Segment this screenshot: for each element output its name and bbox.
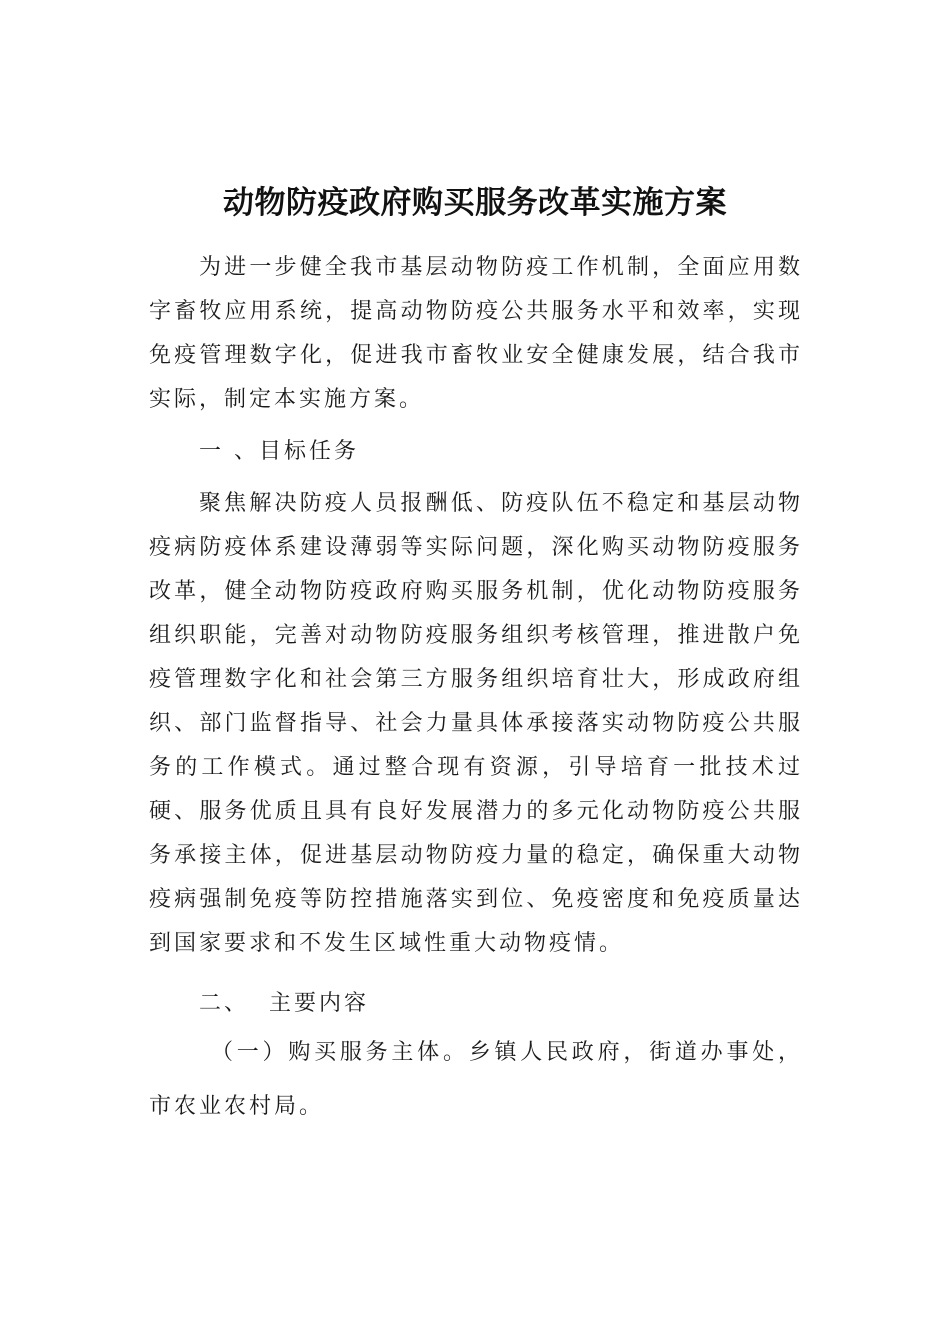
spacer	[149, 474, 803, 482]
intro-paragraph: 为进一步健全我市基层动物防疫工作机制，全面应用数字畜牧应用系统，提高动物防疫公共服务水平和效率，实现免疫管理数字化，促进我市畜牧业安全健康发展，结合我市实际，制定本实施方案。	[149, 255, 803, 412]
section-1-paragraph: 聚焦解决防疫人员报酬低、防疫队伍不稳定和基层动物疫病防疫体系建设薄弱等实际问题，深化购买动物防疫服务改革，健全动物防疫政府购买服务机制，优化动物防疫服务组织职能，完善对动物防疫服务组织考核管理，推进散户免疫管理数字化和社会第三方服务组织培育壮大，形成政府组织、部门监督指导、社会力量具体承接落实动物防疫公共服务的工作模式。通过整合现有资源，引导培育一批技术过硬、服务优质且具有良好发展潜力的多元化动物防疫公共服务承接主体，促进基层动物防疫力量的稳定，确保重大动物疫病强制免疫等防控措施落实到位、免疫密度和免疫质量达到国家要求和不发生区域性重大动物疫情。	[149, 491, 803, 956]
spacer	[149, 966, 803, 982]
section-2-item-1: （一）购买服务主体。乡镇人民政府，街道办事处，市农业农村局。	[149, 1040, 803, 1119]
section-heading-1: 一 、目标任务	[199, 439, 359, 464]
section-heading-2: 二、 主要内容	[199, 991, 369, 1016]
document-body	[149, 246, 803, 1134]
spacer	[149, 422, 803, 430]
document-title: 动物防疫政府购买服务改革实施方案	[223, 184, 727, 221]
